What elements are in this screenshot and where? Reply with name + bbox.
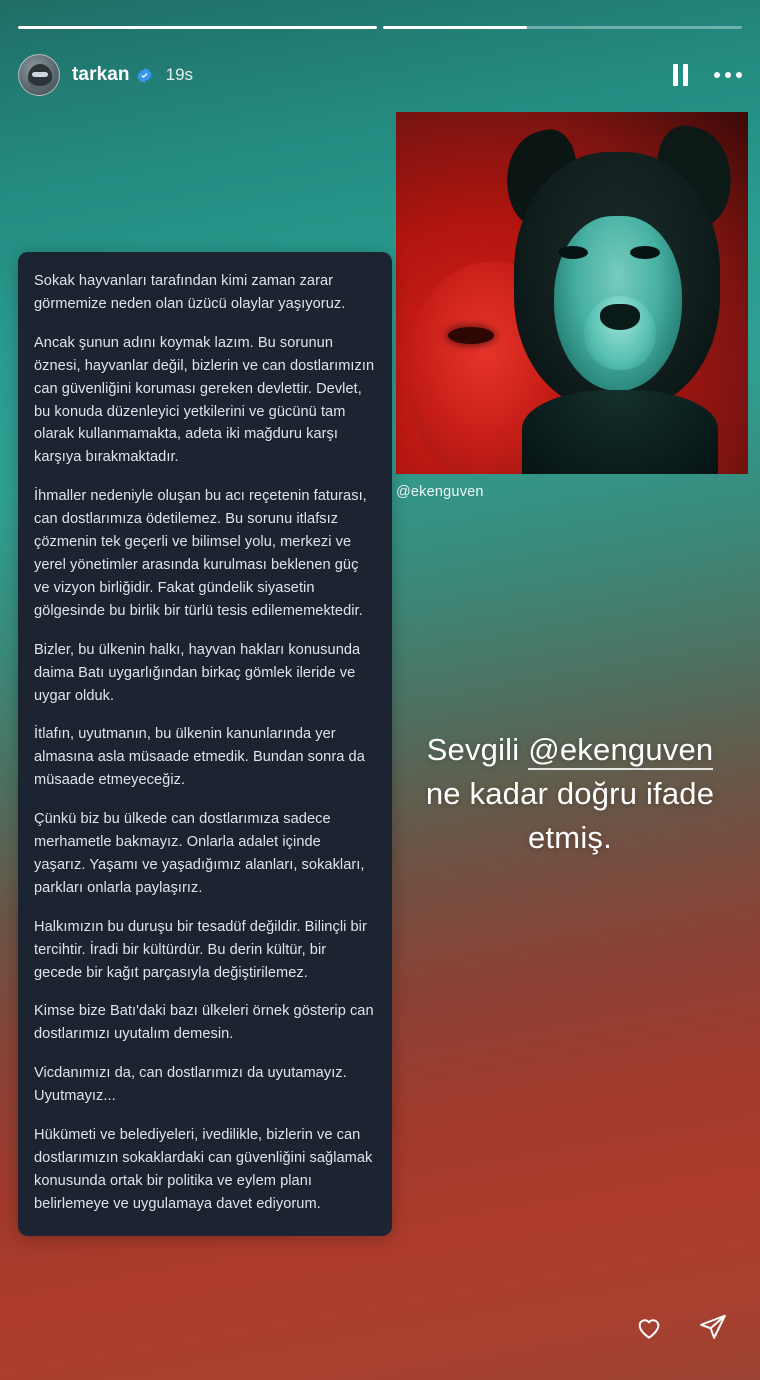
verified-icon [136,67,153,84]
progress-segment-1[interactable] [18,26,377,29]
share-paper-plane-icon[interactable] [698,1312,728,1342]
media-block [396,112,748,500]
progress-segment-1-fill [18,26,377,29]
statement-paragraph: Vicdanımızı da, can dostlarımızı da uyutamayız. Uyutmayız... [34,1065,347,1105]
statement-paragraph: Kimse bize Batı'daki bazı ülkeleri örnek gösterip can dostlarımızı uyutalım demesin. [34,1003,374,1043]
timestamp: 19s [165,65,194,84]
more-options-icon[interactable] [714,72,742,78]
dog-figure [492,128,742,474]
progress-segment-2-fill [383,26,527,29]
statement-paragraph: Ancak şunun adını koymak lazım. Bu sorunun öznesi, hayvanlar değil, bizlerin ve can dostlarımızın can güvenliğini koruması gereken devlettir. Devlet, bu konuda düzenleyici yetkilerini ve gücünü tam olarak kullanmamakta, adeta iki mağduru karşı karşıya bırakmaktadır. [34,334,375,466]
photo-credit[interactable]: @ekenguven [396,484,484,500]
statement-text-card[interactable] [18,252,392,1236]
dog-nose [600,304,640,330]
progress-segment-2[interactable] [383,26,742,29]
story-progress-bar [18,26,742,29]
story-caption [396,728,744,860]
statement-paragraph: Çünkü biz bu ülkede can dostlarımıza sadece merhametle bakmayız. Onlarla adalet içinde yaşarız. Yaşamı ve yaşadığımız alanları, sokakları, parkları onlarla paylaşırız. [34,811,365,896]
dog-chest [522,390,718,474]
caption-line-2: ne kadar doğru ifade [425,776,715,812]
man-eye [448,327,494,344]
statement-paragraph: Sokak hayvanları tarafından kimi zaman zarar görmemize neden olan üzücü olaylar yaşıyoruz. [34,273,346,312]
username[interactable]: tarkan [72,64,130,85]
statement-paragraph: Hükümeti ve belediyeleri, ivedilikle, bizlerin ve can dostlarımızın sokaklardaki can güvenliğini sağlamak konusunda ortak bir politika ve eylem planı belirlemeye ve uygulamaya davet ediyorum. [34,1127,373,1212]
story-header [18,52,742,98]
statement-paragraph: Bizler, bu ülkenin halkı, hayvan hakları konusunda daima Batı uygarlığından birkaç gömlek ileride ve uygar olduk. [34,641,361,704]
statement-paragraph: İtlafın, uyutmanın, bu ülkenin kanunlarında yer almasına asla müsaade etmedik. Bundan sonra da müsaade etmeyeceğiz. [34,726,365,789]
story-footer-actions [634,1312,728,1342]
caption-prefix: Sevgili [426,732,529,767]
like-heart-icon[interactable] [634,1312,664,1342]
story-photo[interactable] [396,112,748,474]
statement-paragraph: İhmaller nedeniyle oluşan bu acı reçetenin faturası, can dostlarımıza ödetilemez. Bu sorunu itlafsız çözmenin tek geçerli ve bilimsel yolu, merkezi ve yerel yönetimler arasında kurulması beklenen güç ve vizyon birliğidir. Fakat gündelik siyasetin gölgesinde bu birlik bir türlü tesis edilememektedir. [34,488,367,619]
statement-paragraph: Halkımızın bu duruşu bir tesadüf değildir. Bilinçli bir tercihtir. İradi bir kültürdür. Bu derin kültür, bir gecede bir kağıt parçasıyla değiştirilemez. [34,918,367,981]
caption-mention[interactable]: @ekenguven [528,732,713,770]
dog-eye-left [558,246,588,259]
header-actions [673,64,742,86]
avatar[interactable] [18,54,60,96]
caption-line-3: etmiş. [528,820,612,856]
dog-eye-right [630,246,660,259]
pause-icon[interactable] [673,64,688,86]
